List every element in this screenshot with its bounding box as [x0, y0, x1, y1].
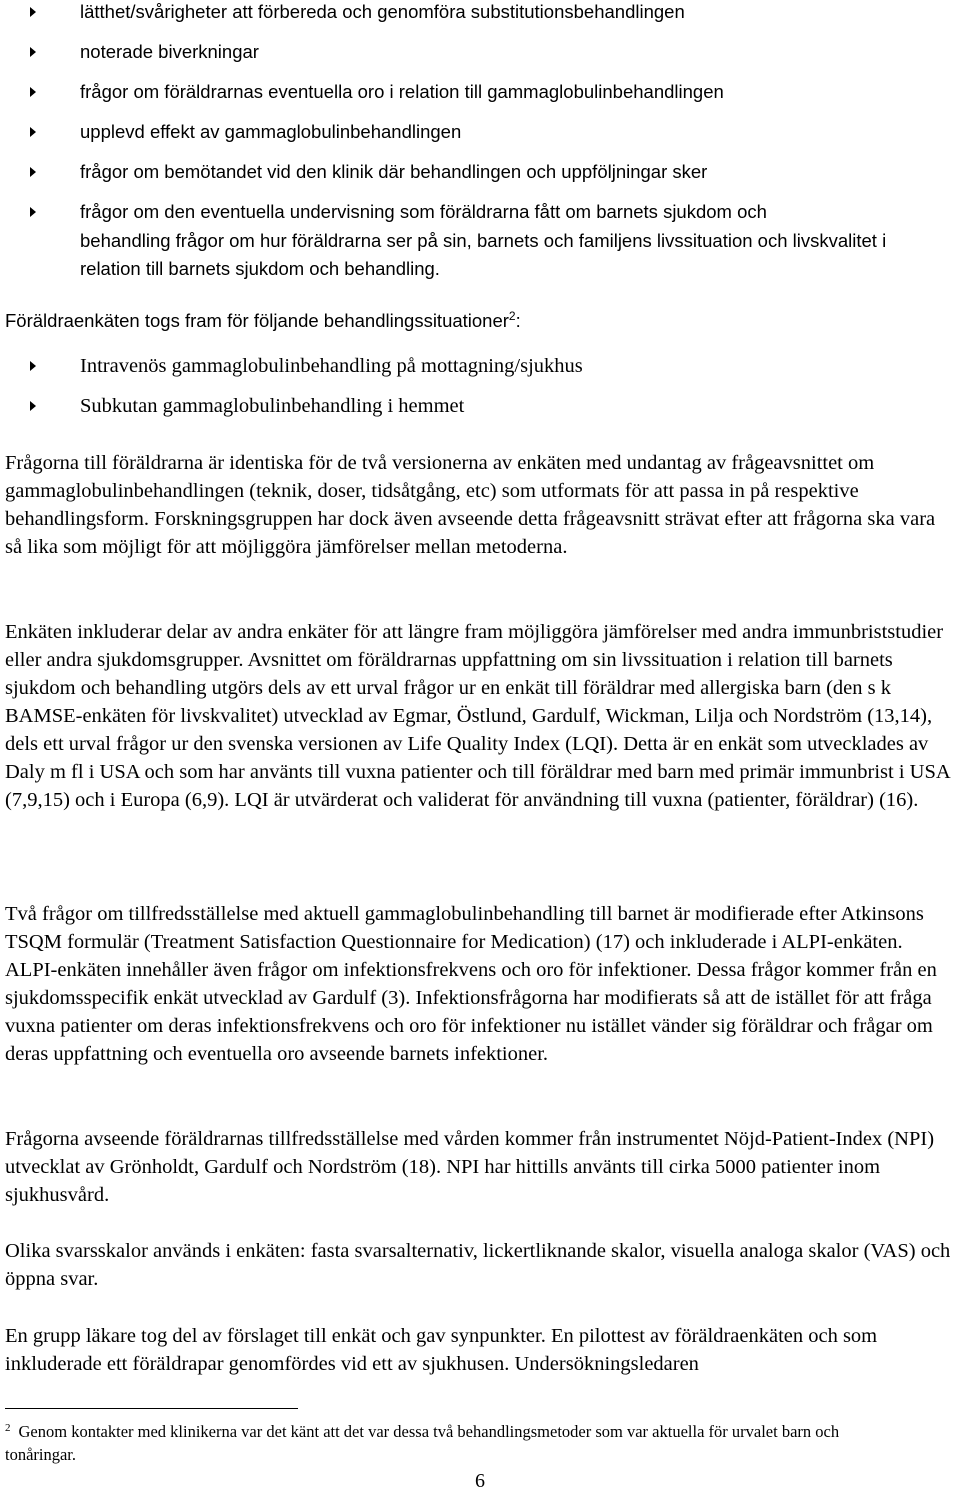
list-item-text: noterade biverkningar	[80, 41, 259, 62]
list-item-text: Subkutan gammaglobulinbehandling i hemmet	[80, 395, 465, 417]
body-paragraph: Frågorna till föräldrarna är identiska för de två versionerna av enkäten med undantag av frågeavsnittet om gammaglobulinbehandlingen (teknik, doser, tidsåtgång, etc) som utformats för att passa in på respektive behandlingsform. Forskningsgruppen har dock även avseende detta frågeavsnitt strävat efter att frågorna ska vara så lika som möjligt för att möjliggöra jämförelser mellan metoderna.	[5, 452, 936, 558]
body-paragraph: Frågorna avseende föräldrarnas tillfredsställelse med vården kommer från instrumentet Nöjd-Patient-Index (NPI) utvecklat av Grönholdt, Gardulf och Nordström (18). NPI har hittills använts till cirka 5000 patienter inom sjukhusvård.	[5, 1128, 935, 1206]
footnote-text: Genom kontakter med klinikerna var det känt att det var dessa två behandlingsmetoder som var aktuella för urvalet barn och tonåringar.	[5, 1422, 840, 1464]
footnote-number: 2	[5, 1421, 11, 1434]
list-item	[0, 0, 960, 32]
list-continuation-text: behandling frågor om hur föräldrarna ser på sin, barnets och familjens livssituation och livskvalitet i relation till barnets sjukdom och behandling.	[80, 230, 887, 279]
intro-sentence	[0, 310, 960, 332]
question-topic-list	[0, 0, 960, 232]
list-item-text: frågor om bemötandet vid den klinik där behandlingen och uppföljningar sker	[80, 161, 708, 182]
list-item	[0, 386, 960, 426]
arrow-bullet-icon	[30, 401, 36, 411]
footnote	[5, 1420, 905, 1466]
arrow-bullet-icon	[30, 127, 36, 137]
list-item-text: frågor om den eventuella undervisning som föräldrarna fått om barnets sjukdom och	[80, 201, 767, 222]
list-item-text: Intravenös gammaglobulinbehandling på mottagning/sjukhus	[80, 355, 583, 377]
arrow-bullet-icon	[30, 7, 36, 17]
arrow-bullet-icon	[30, 361, 36, 371]
body-paragraph: Två frågor om tillfredsställelse med aktuell gammaglobulinbehandling till barnet är modifierade efter Atkinsons TSQM formulär (Treatment Satisfaction Questionnaire for Medication) (17) och inkluderade i ALPI-enkäten. ALPI-enkäten innehåller även frågor om infektionsfrekvens och oro för infektioner. Dessa frågor kommer från en sjukdomsspecifik enkät utvecklad av Gardulf (3). Infektionsfrågorna har modifierats så att de istället för att fråga vuxna patienter om deras infektionsfrekvens och oro för infektioner nu istället vänder sig föräldrar och frågar om deras uppfattning och eventuella oro avseende barnets infektioner.	[5, 903, 937, 1065]
list-item	[0, 32, 960, 72]
list-item	[0, 192, 960, 232]
list-item	[0, 72, 960, 112]
arrow-bullet-icon	[30, 87, 36, 97]
body-paragraph: En grupp läkare tog del av förslaget till enkät och gav synpunkter. En pilottest av föräldraenkäten och som inkluderade ett föräldrapar genomfördes vid ett av sjukhusen. Undersökningsledaren	[5, 1325, 878, 1375]
list-item-text: lätthet/svårigheter att förbereda och genomföra substitutionsbehandlingen	[80, 1, 685, 22]
footnote-divider	[5, 1408, 298, 1409]
list-item	[0, 152, 960, 192]
body-paragraph: Olika svarsskalor används i enkäten: fasta svarsalternativ, lickertliknande skalor, visuella analoga skalor (VAS) och öppna svar.	[5, 1240, 951, 1290]
arrow-bullet-icon	[30, 47, 36, 57]
list-item	[0, 346, 960, 386]
list-item-text: upplevd effekt av gammaglobulinbehandlingen	[80, 121, 462, 142]
arrow-bullet-icon	[30, 167, 36, 177]
page-number: 6	[475, 1470, 485, 1492]
list-item	[0, 112, 960, 152]
treatment-situation-list	[0, 346, 960, 426]
body-paragraph: Enkäten inkluderar delar av andra enkäter för att längre fram möjliggöra jämförelser med andra immunbriststudier eller andra sjukdomsgrupper. Avsnittet om föräldrarnas uppfattning om sin livssituation i relation till barnets sjukdom och behandling utgörs dels av ett urval frågor ur en enkät till föräldrar med allergiska barn (den s k BAMSE-enkäten för livskvalitet) utvecklad av Egmar, Östlund, Gardulf, Wickman, Lilja och Nordström (13,14), dels ett urval frågor ur den svenska versionen av Life Quality Index (LQI). Detta är en enkät som utvecklades av Daly m fl i USA och som har använts till vuxna patienter och till föräldrar med barn med primär immunbrist i USA (7,9,15) och i Europa (6,9). LQI är utvärderat och validerat för användning till vuxna (patienter, föräldrar) (16).	[5, 621, 950, 811]
intro-text: Föräldraenkäten togs fram för följande behandlingssituationer	[5, 310, 509, 331]
footnote-reference: 2	[508, 308, 516, 323]
arrow-bullet-icon	[30, 207, 36, 217]
intro-colon: :	[515, 310, 521, 331]
list-item-text: frågor om föräldrarnas eventuella oro i relation till gammaglobulinbehandlingen	[80, 81, 724, 102]
